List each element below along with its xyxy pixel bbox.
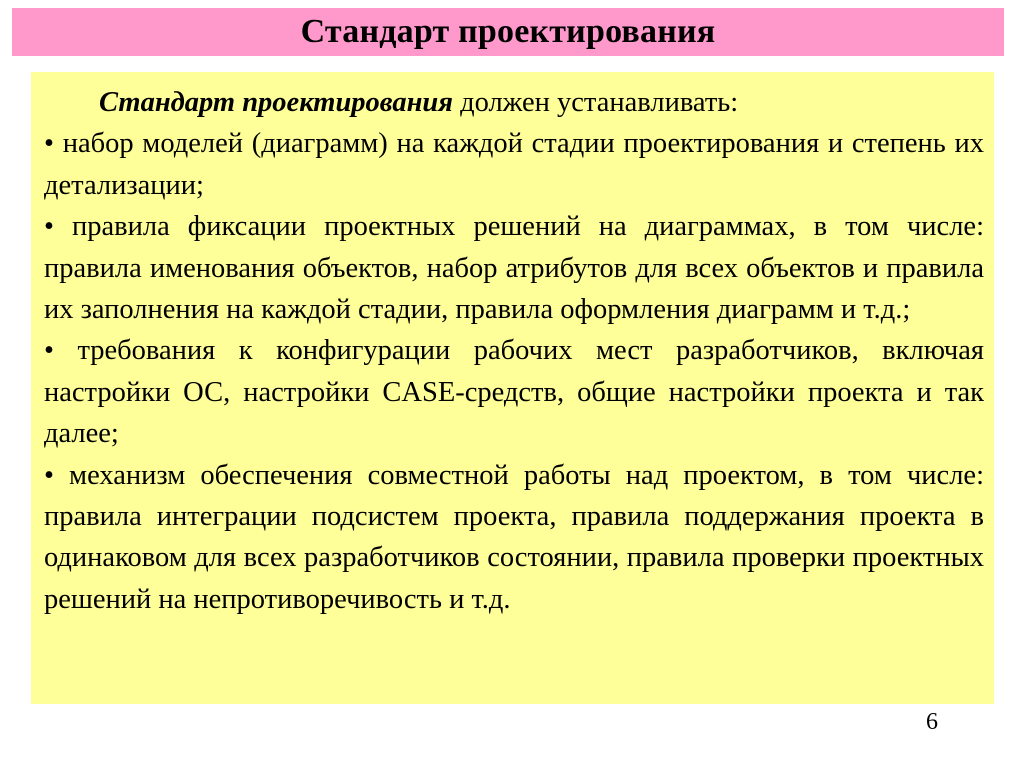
bullet-item-models: • набор моделей (диаграмм) на каждой стадии проектирования и степень их детализации; <box>44 128 984 201</box>
slide-title: Стандарт проектирования <box>300 13 716 50</box>
bullet-item-rules: • правила фиксации проектных решений на диаграммах, в том числе: правила именования объектов, набор атрибутов для всех объектов и правила их заполнения на каждой стадии, правила оформления диаграмм и т.д.; <box>44 211 984 326</box>
intro-term: Стандарт проектирования <box>99 87 453 118</box>
intro-paragraph <box>44 82 984 123</box>
bullet-item-workstations: • требования к конфигурации рабочих мест разработчиков, включая настройки ОС, настройки CASE-средств, общие настройки проекта и так далее; <box>44 335 984 450</box>
content-box <box>31 72 994 704</box>
intro-rest: должен устанавливать: <box>452 87 739 118</box>
bullet-item-collaboration: • механизм обеспечения совместной работы над проектом, в том числе: правила интеграции подсистем проекта, правила поддержания проекта в одинаковом для всех разработчиков состоянии, правила проверки проектных решений на непротиворечивость и т.д. <box>44 459 984 615</box>
slide-title-bar <box>12 8 1004 56</box>
content-text <box>44 82 984 620</box>
page-number: 6 <box>926 709 938 735</box>
